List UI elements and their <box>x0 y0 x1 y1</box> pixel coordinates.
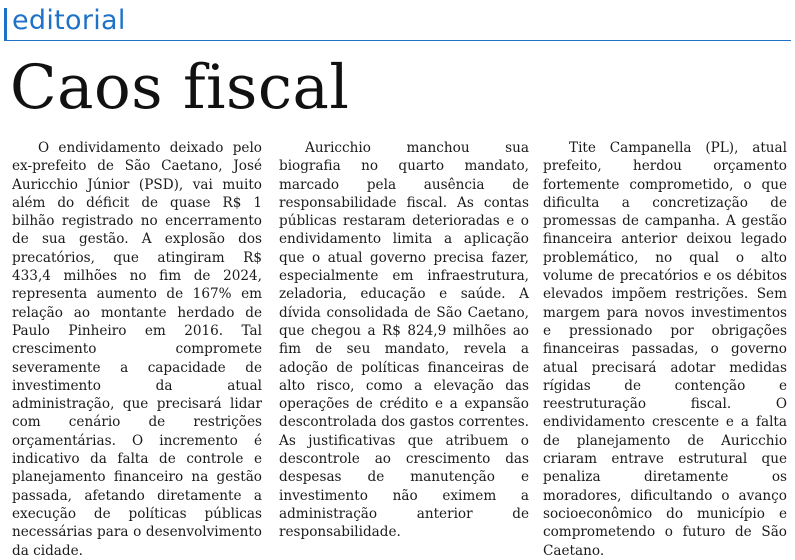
section-accent-bar <box>4 8 7 41</box>
article-paragraph: Auricchio manchou sua biografia no quarto mandato, marcado pela ausência de responsabilidade fiscal. As contas públicas restaram deterioradas e o endividamento limita a aplicação que o atual governo precisa fazer, especialmente em infraestrutura, zeladoria, educação e saúde. A dívida consolidada de São Caetano, que chegou a R$ 824,9 milhões ao fim de seu mandato, revela a adoção de políticas financeiras de alto risco, como a elevação das operações de crédito e a expansão descontrolada dos gastos correntes. As justificativas que atribuem o descontrole ao crescimento das despesas de manutenção e investimento não eximem a administração anterior de responsabilidade. <box>279 140 529 541</box>
article-column-1 <box>12 139 262 560</box>
article-column-3 <box>543 139 787 560</box>
headline: Caos fiscal <box>10 52 350 123</box>
section-label: editorial <box>12 5 126 36</box>
article-paragraph: Tite Campanella (PL), atual prefeito, herdou orçamento fortemente comprometido, o que dificulta a concretização de promessas de campanha. A gestão financeira anterior deixou legado problemático, no qual o alto volume de precatórios e os débitos elevados impõem restrições. Sem margem para novos investimentos e pressionado por obrigações financeiras passadas, o governo atual precisará adotar medidas rígidas de contenção e reestruturação fiscal. O endividamento crescente e a falta de planejamento de Auricchio criaram entrave estrutural que penaliza diretamente os moradores, dificultando o avanço socioeconômico do município e comprometendo o futuro de São Caetano. <box>543 140 787 559</box>
article-column-2 <box>279 139 529 542</box>
article-paragraph: O endividamento deixado pelo ex-prefeito de São Caetano, José Auricchio Júnior (PSD), vai muito além do déficit de quase R$ 1 bilhão registrado no encerramento de sua gestão. A explosão dos precatórios, que atingiram R$ 433,4 milhões no fim de 2024, representa aumento de 167% em relação ao montante herdado de Paulo Pinheiro em 2016. Tal crescimento compromete severamente a capacidade de investimento da atual administração, que precisará lidar com cenário de restrições orçamentárias. O incremento é indicativo da falta de controle e planejamento financeiro na gestão passada, afetando diretamente a execução de políticas públicas necessárias para o desenvolvimento da cidade. <box>12 140 262 559</box>
section-divider <box>4 40 791 41</box>
